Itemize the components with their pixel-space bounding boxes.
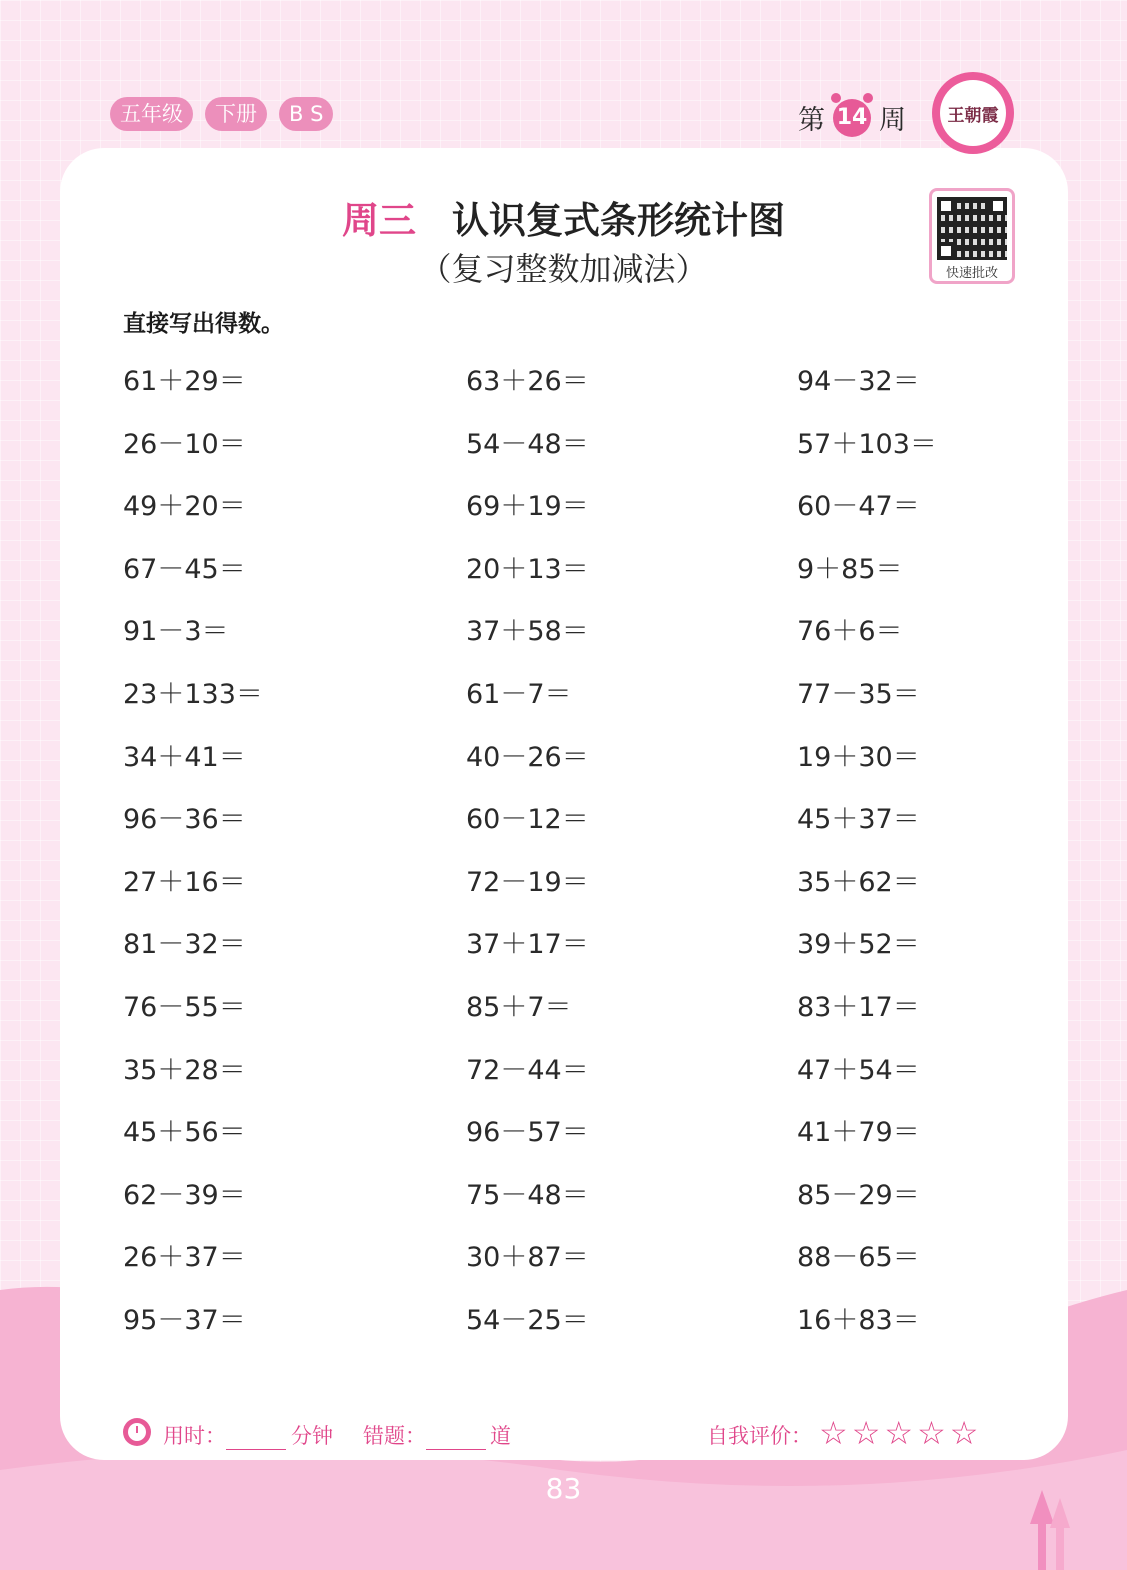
page-number: 83	[545, 1472, 582, 1505]
math-problem: 27＋16＝	[123, 866, 246, 898]
clock-icon	[123, 1418, 151, 1446]
math-problem: 76＋6＝	[797, 616, 903, 648]
week-number-badge: 14	[833, 99, 871, 137]
math-problem: 60－12＝	[466, 804, 589, 836]
math-problem: 96－36＝	[123, 804, 246, 836]
math-problem: 94－32＝	[797, 366, 920, 397]
problem-grid	[123, 360, 1017, 1362]
rating-label: 自我评价：	[707, 1424, 812, 1448]
math-problem: 9＋85＝	[797, 553, 903, 585]
page-subtitle: （复习整数加减法）	[419, 250, 708, 288]
math-problem: 40－26＝	[466, 741, 589, 773]
math-problem: 96－57＝	[466, 1117, 589, 1149]
footer-bar	[123, 1414, 993, 1454]
week-suffix: 周	[879, 105, 906, 136]
edition-tag: B S	[279, 97, 333, 131]
math-problem: 85－29＝	[797, 1179, 920, 1211]
math-problem: 61－7＝	[466, 678, 572, 710]
math-problem: 26－10＝	[123, 428, 246, 460]
errors-unit: 道	[490, 1424, 511, 1448]
arrow-decoration-icon	[1028, 1490, 1078, 1570]
errors-field	[363, 1420, 486, 1450]
math-problem: 60－47＝	[797, 491, 920, 523]
grade-tags	[110, 97, 333, 131]
math-problem: 45＋56＝	[123, 1117, 246, 1149]
title-main: 认识复式条形统计图	[452, 199, 785, 242]
math-problem: 37＋17＝	[466, 929, 589, 961]
seal-text: 王朝霞	[940, 80, 1006, 146]
math-problem: 95－37＝	[123, 1304, 246, 1336]
math-problem: 20＋13＝	[466, 553, 589, 585]
math-problem: 26＋37＝	[123, 1242, 246, 1274]
math-problem: 72－19＝	[466, 866, 589, 898]
math-problem: 54－25＝	[466, 1304, 589, 1336]
time-unit: 分钟	[291, 1424, 333, 1448]
math-problem: 61＋29＝	[123, 366, 246, 397]
math-problem: 75－48＝	[466, 1179, 589, 1211]
math-problem: 35＋28＝	[123, 1054, 246, 1086]
math-problem: 37＋58＝	[466, 616, 589, 648]
math-problem: 88－65＝	[797, 1242, 920, 1274]
math-problem: 47＋54＝	[797, 1054, 920, 1086]
rating-stars[interactable]: ☆☆☆☆☆	[819, 1414, 983, 1452]
math-problem: 16＋83＝	[797, 1304, 920, 1336]
qr-code-icon	[937, 197, 1007, 260]
math-problem: 45＋37＝	[797, 804, 920, 836]
qr-code-panel[interactable]	[929, 188, 1015, 284]
title-day: 周三	[342, 199, 416, 242]
volume-tag: 下册	[205, 97, 267, 131]
time-blank[interactable]	[226, 1428, 286, 1450]
math-problem: 81－32＝	[123, 929, 246, 961]
math-problem: 35＋62＝	[797, 866, 920, 898]
time-label: 用时：	[163, 1424, 226, 1448]
math-problem: 85＋7＝	[466, 991, 572, 1023]
math-problem: 34＋41＝	[123, 741, 246, 773]
math-problem: 54－48＝	[466, 428, 589, 460]
math-problem: 63＋26＝	[466, 366, 589, 397]
math-problem: 39＋52＝	[797, 929, 920, 961]
week-indicator	[798, 98, 906, 137]
math-problem: 23＋133＝	[123, 678, 263, 710]
math-problem: 30＋87＝	[466, 1242, 589, 1274]
math-problem: 41＋79＝	[797, 1117, 920, 1149]
math-problem: 49＋20＝	[123, 491, 246, 523]
errors-blank[interactable]	[426, 1428, 486, 1450]
brand-seal-logo	[932, 72, 1014, 158]
instruction-text: 直接写出得数。	[123, 311, 284, 337]
math-problem: 83＋17＝	[797, 991, 920, 1023]
time-field	[163, 1420, 286, 1450]
math-problem: 69＋19＝	[466, 491, 589, 523]
math-problem: 72－44＝	[466, 1054, 589, 1086]
qr-label: 快速批改	[945, 266, 998, 281]
math-problem: 57＋103＝	[797, 428, 937, 460]
math-problem: 76－55＝	[123, 991, 246, 1023]
math-problem: 91－3＝	[123, 616, 229, 648]
grade-tag: 五年级	[110, 97, 193, 131]
math-problem: 62－39＝	[123, 1179, 246, 1211]
math-problem: 19＋30＝	[797, 741, 920, 773]
math-problem: 67－45＝	[123, 553, 246, 585]
week-prefix: 第	[798, 105, 825, 136]
math-problem: 77－35＝	[797, 678, 920, 710]
errors-label: 错题：	[363, 1424, 426, 1448]
